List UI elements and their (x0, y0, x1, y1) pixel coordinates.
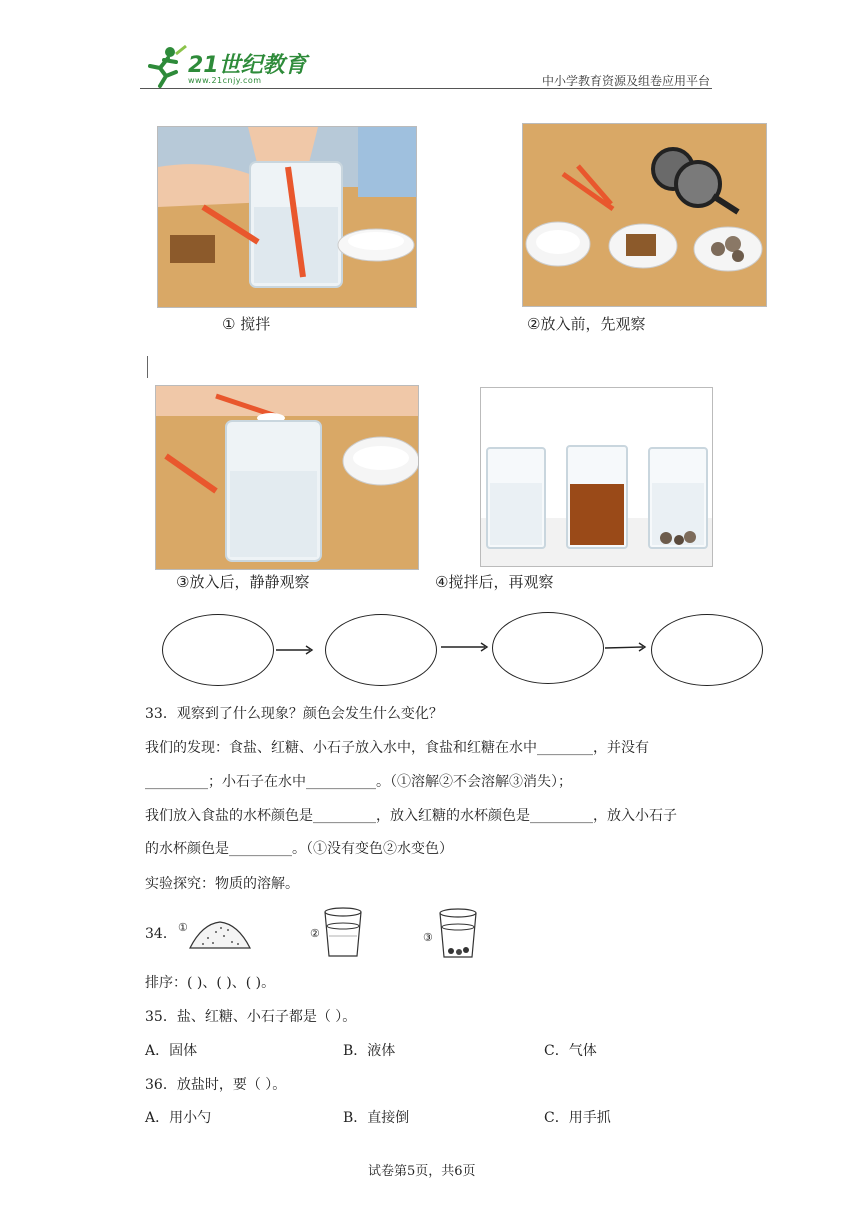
arrow-icon (441, 640, 491, 654)
question-36: 36．放盐时，要（ ）。 (145, 1077, 287, 1093)
question-35: 35．盐、红糖、小石子都是（ ）。 (145, 1009, 357, 1025)
q35-option-a[interactable]: A．固体 (145, 1043, 198, 1059)
photo-after-stirring (480, 387, 713, 567)
q34-image-1-mark: ① (178, 921, 188, 934)
arrow-icon (605, 640, 649, 654)
q35-option-c[interactable]: C．气体 (544, 1043, 597, 1059)
logo-url: www.21cnjy.com (188, 76, 262, 85)
q34-image-2-mark: ② (310, 927, 320, 940)
cup-with-stones-icon (437, 907, 479, 961)
platform-name: 中小学教育资源及组卷应用平台 (541, 74, 710, 88)
water-cup-icon (322, 906, 364, 960)
caption-after-stirring: ④搅拌后，再观察 (435, 573, 554, 591)
photo-stirring (157, 126, 417, 308)
sequence-oval-2[interactable] (325, 614, 437, 686)
q34-image-3-mark: ③ (423, 931, 433, 944)
q35-option-b[interactable]: B．液体 (343, 1043, 396, 1059)
caption-observe-after: ③放入后，静静观察 (176, 573, 310, 591)
caption-observe-before: ②放入前，先观察 (527, 315, 646, 333)
salt-pile-icon (188, 918, 252, 952)
q36-option-b[interactable]: B．直接倒 (343, 1110, 410, 1126)
question-33-line-3: 我们放入食盐的水杯颜色是_________，放入红糖的水杯颜色是_________，放入小石子 (145, 808, 677, 824)
photo-observe-before (522, 123, 767, 307)
page-footer: 试卷第5页，共6页 (368, 1164, 476, 1179)
logo-title: 21世纪教育 (188, 53, 307, 78)
caption-stirring: ① 搅拌 (222, 315, 271, 333)
sequence-oval-4[interactable] (651, 614, 763, 686)
logo-runner-icon (140, 42, 190, 88)
question-34-sort: 排序：( )、( )、( )。 (145, 975, 276, 991)
sequence-oval-3[interactable] (492, 612, 604, 684)
question-34-number: 34． (145, 926, 177, 942)
sequence-oval-1[interactable] (162, 614, 274, 686)
question-33-title: 33．观察到了什么现象？颜色会发生什么变化？ (145, 706, 443, 722)
question-33-line-2: _________；小石子在水中__________。（①溶解②不会溶解③消失）； (145, 774, 572, 790)
photo-observe-after (155, 385, 419, 570)
question-33-line-1: 我们的发现：食盐、红糖、小石子放入水中，食盐和红糖在水中________，并没有 (145, 740, 649, 756)
experiment-heading: 实验探究：物质的溶解。 (145, 876, 299, 892)
text-cursor (147, 356, 148, 378)
header-divider (140, 88, 712, 89)
q36-option-a[interactable]: A．用小勺 (145, 1110, 212, 1126)
arrow-icon (276, 643, 316, 657)
q36-option-c[interactable]: C．用手抓 (544, 1110, 611, 1126)
question-33-line-4: 的水杯颜色是_________。（①没有变色②水变色） (145, 841, 453, 857)
